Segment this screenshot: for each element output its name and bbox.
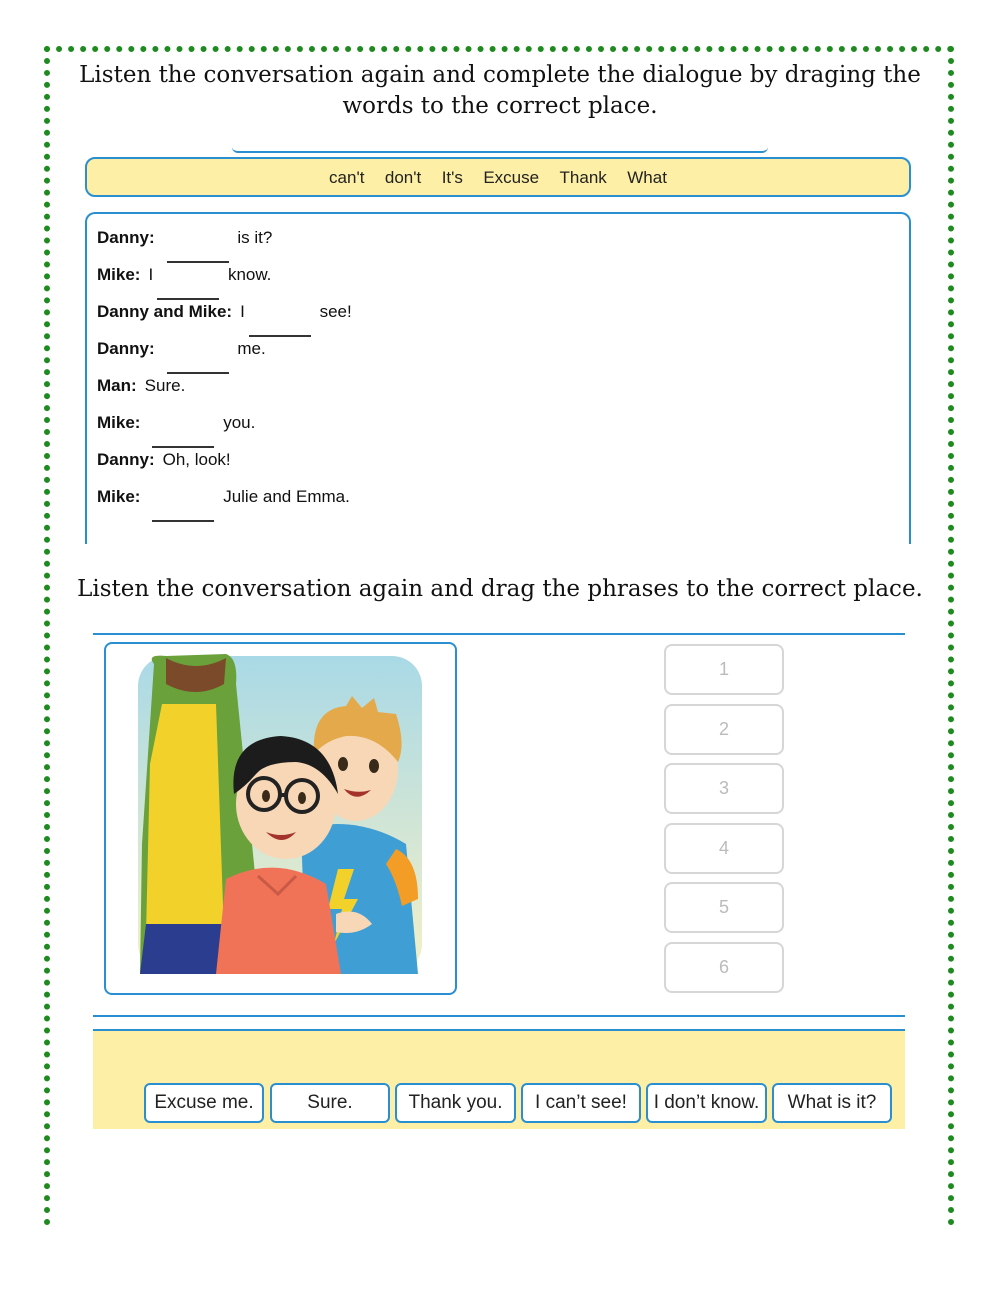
phrase-chip[interactable]: Thank you. xyxy=(395,1083,516,1123)
drop-blank[interactable] xyxy=(157,276,219,300)
dialogue-line xyxy=(97,226,272,250)
speaker-label: Danny: xyxy=(97,450,155,469)
drop-blank[interactable] xyxy=(249,313,311,337)
phrase-chip[interactable]: Sure. xyxy=(270,1083,390,1123)
word-chip[interactable]: can't xyxy=(329,168,365,187)
drop-blank[interactable] xyxy=(152,424,214,448)
drop-slot[interactable]: 2 xyxy=(664,704,784,755)
word-chip[interactable]: Thank xyxy=(559,168,607,187)
word-chip[interactable]: don't xyxy=(384,168,422,187)
dialogue-line xyxy=(97,448,231,472)
dialogue-line xyxy=(97,485,350,509)
drop-slot[interactable]: 1 xyxy=(664,644,784,695)
speaker-label: Danny: xyxy=(97,339,155,358)
word-chip[interactable]: It's xyxy=(441,168,463,187)
line-text: you. xyxy=(223,413,256,432)
dialogue-line xyxy=(97,300,352,324)
phrase-chip[interactable]: I can’t see! xyxy=(521,1083,641,1123)
line-text: me. xyxy=(237,339,266,358)
word-bank xyxy=(85,157,911,197)
speaker-label: Danny: xyxy=(97,228,155,247)
divider-top xyxy=(232,147,768,153)
word-chip[interactable]: Excuse xyxy=(483,168,540,187)
illustration-frame xyxy=(104,642,457,995)
speaker-label: Man: xyxy=(97,376,137,395)
line-text: Julie and Emma. xyxy=(223,487,350,506)
line-text: Oh, look! xyxy=(162,450,231,469)
drop-blank[interactable] xyxy=(167,350,229,374)
word-chip[interactable]: What xyxy=(627,168,667,187)
phrase-chip[interactable]: I don’t know. xyxy=(646,1083,767,1123)
line-text: know. xyxy=(227,265,272,284)
dialogue-line xyxy=(97,337,266,361)
line-text: I xyxy=(148,265,154,284)
phrase-chip[interactable]: Excuse me. xyxy=(144,1083,264,1123)
line-text: see! xyxy=(319,302,352,321)
drop-slot[interactable]: 6 xyxy=(664,942,784,993)
drop-slot[interactable]: 4 xyxy=(664,823,784,874)
speaker-label: Mike: xyxy=(97,413,141,432)
speaker-label: Mike: xyxy=(97,265,141,284)
line-text: is it? xyxy=(237,228,273,247)
drop-blank[interactable] xyxy=(152,498,214,522)
line-text: Sure. xyxy=(144,376,186,395)
dialogue-line xyxy=(97,374,185,398)
speaker-label: Danny and Mike: xyxy=(97,302,233,321)
drop-slot[interactable]: 3 xyxy=(664,763,784,814)
drop-slot[interactable]: 5 xyxy=(664,882,784,933)
instruction-part2: Listen the conversation again and drag the phrases to the correct place. xyxy=(77,576,923,602)
speaker-label: Mike: xyxy=(97,487,141,506)
dialogue-box xyxy=(85,212,911,544)
instruction-part1: Listen the conversation again and complete the dialogue by draging the words to the correct place. xyxy=(79,62,921,119)
divider xyxy=(93,633,905,635)
divider xyxy=(93,1015,905,1017)
drop-blank[interactable] xyxy=(167,239,229,263)
dialogue-line xyxy=(97,411,255,435)
dialogue-line xyxy=(97,263,271,287)
boys-illustration xyxy=(106,644,455,993)
phrase-chip[interactable]: What is it? xyxy=(772,1083,892,1123)
line-text: I xyxy=(240,302,245,321)
